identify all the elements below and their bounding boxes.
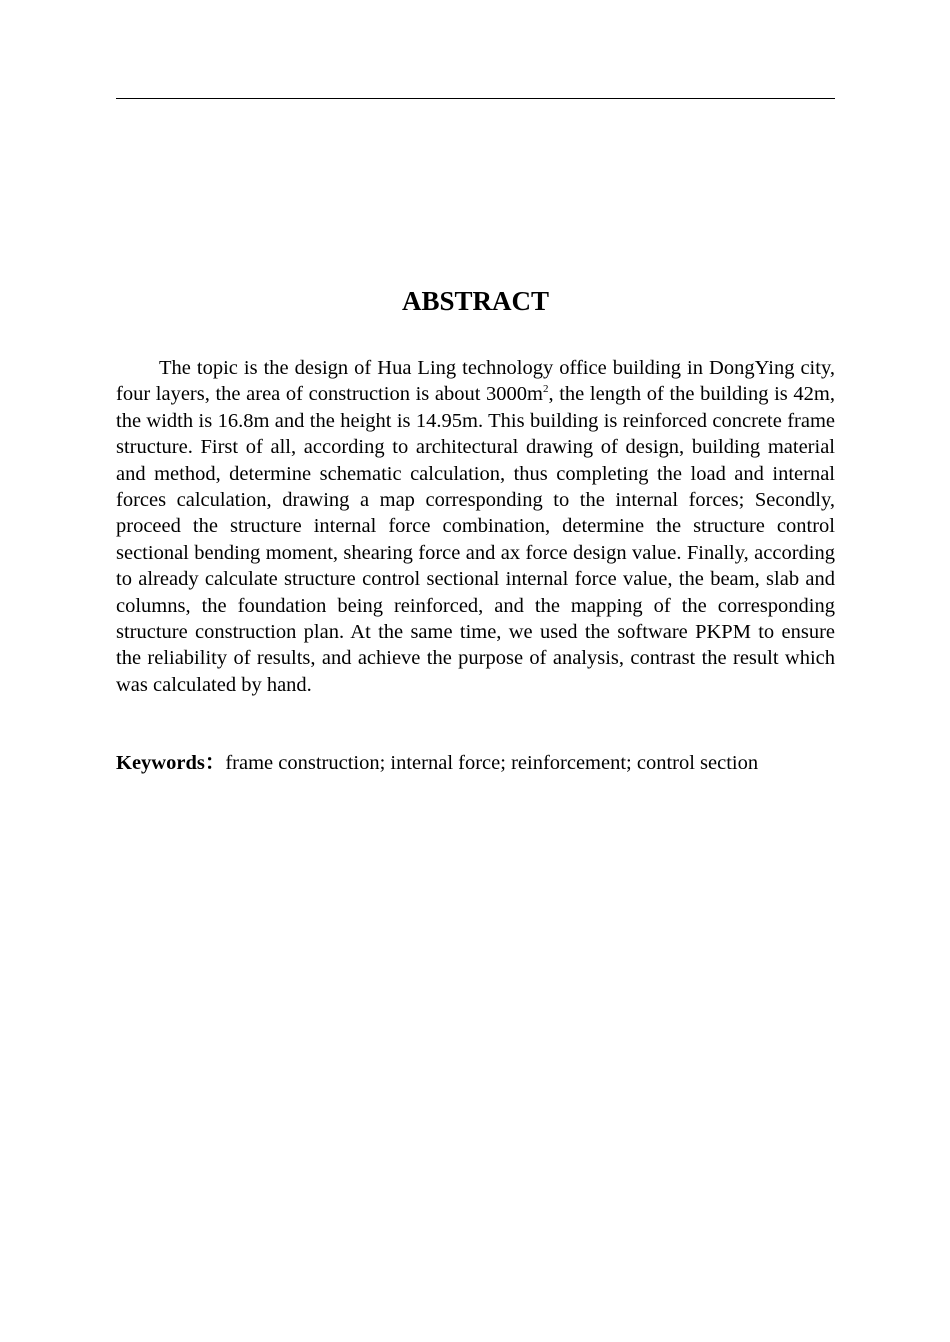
abstract-paragraph xyxy=(116,355,835,698)
keywords-value: frame construction; internal force; reinforcement; control section xyxy=(225,752,759,774)
keywords-line xyxy=(116,750,876,776)
header-rule xyxy=(116,98,835,99)
abstract-text-part-2: , the length of the building is 42m, the width is 16.8m and the height is 14.95m. This building is reinforced concrete frame structure. First of all, according to architectural drawing of design, building material and method, determine schematic calculation, thus completing the load and internal forces calculation, drawing a map corresponding to the internal forces; Secondly, proceed the structure internal force combination, determine the structure control sectional bending moment, shearing force and ax force design value. Finally, according to already calculate structure control sectional internal force value, the beam, slab and columns, the foundation being reinforced, and the mapping of the corresponding structure construction plan. At the same time, we used the software PKPM to ensure the reliability of results, and achieve the purpose of analysis, contrast the result which was calculated by hand. xyxy=(116,383,835,696)
area-unit-superscript: 2 xyxy=(542,383,549,396)
keywords-label: Keywords： xyxy=(116,752,226,774)
abstract-text-part-1: The topic is the design of Hua Ling technology office building in DongYing city, four layers, the area of construction is about 3000m xyxy=(116,357,835,406)
abstract-title: ABSTRACT xyxy=(401,286,550,316)
